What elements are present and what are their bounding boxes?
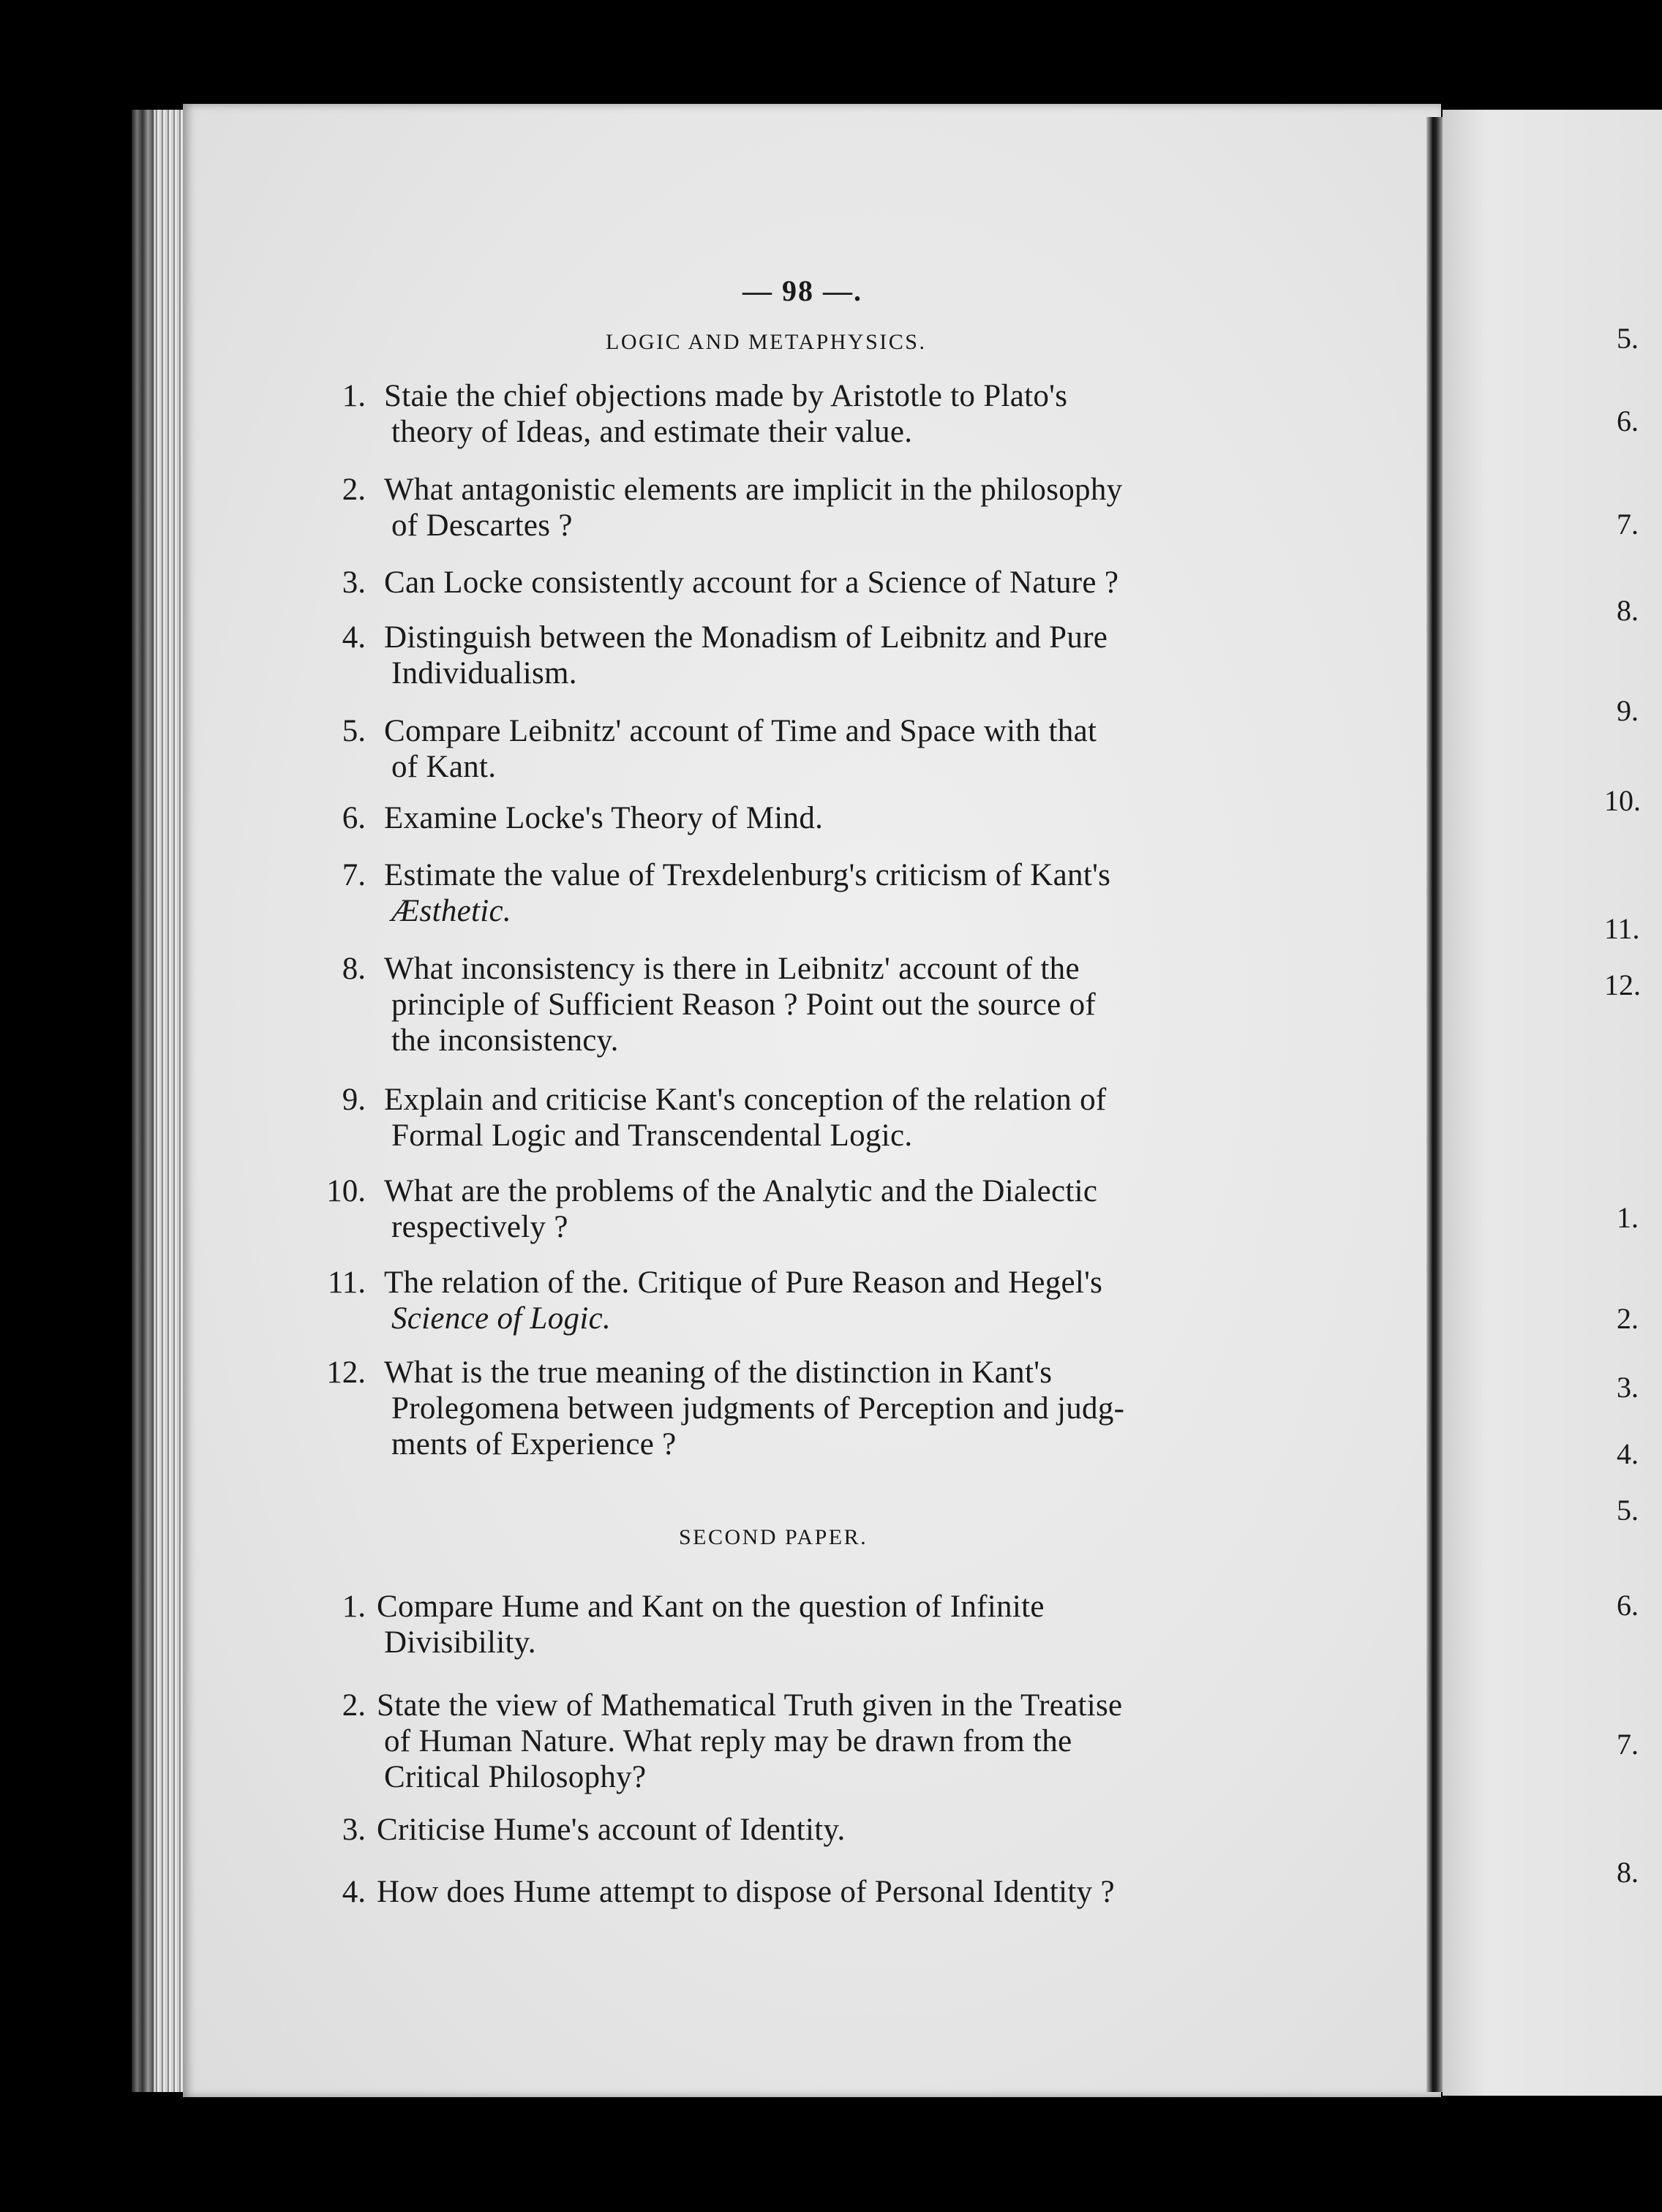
- question-line: Can Locke consistently account for a Science of Nature ?: [384, 565, 1119, 600]
- question-text: [384, 567, 1118, 603]
- question-number: 4.: [342, 1875, 366, 1909]
- question-line: Formal Logic and Transcendental Logic.: [391, 1118, 913, 1153]
- question-line: Distinguish between the Monadism of Leibnitz and Pure: [384, 620, 1108, 655]
- question-number: 4.: [342, 620, 366, 655]
- question-line: Critical Philosophy?: [384, 1760, 647, 1794]
- question-number: 5.: [342, 714, 366, 748]
- question-line: the inconsistency.: [391, 1023, 619, 1058]
- question-number: 2.: [342, 473, 366, 507]
- question-text: [384, 715, 1097, 787]
- right-page-number: 3.: [1617, 1371, 1639, 1404]
- question-text: [384, 1267, 1102, 1339]
- right-page-number: 7.: [1617, 1728, 1639, 1761]
- right-page-number: 9.: [1617, 694, 1639, 727]
- book-spine-gutter: [1426, 117, 1443, 2092]
- right-page-number: 5.: [1617, 1494, 1639, 1527]
- right-page-number: 1.: [1617, 1201, 1639, 1234]
- question-number: 1.: [342, 1590, 366, 1624]
- question-line: State the view of Mathematical Truth given in the Treatise: [377, 1688, 1123, 1723]
- question-line: Science of Logic.: [391, 1301, 612, 1336]
- question-line: Divisibility.: [384, 1625, 536, 1660]
- question-line: Individualism.: [391, 656, 577, 691]
- question-line: The relation of the. Critique of Pure Reason and Hegel's: [384, 1265, 1103, 1300]
- question-line: What is the true meaning of the distinction in Kant's: [384, 1355, 1053, 1390]
- question-line: theory of Ideas, and estimate their value.: [391, 415, 913, 449]
- section-heading-second-paper: SECOND PAPER.: [679, 1525, 868, 1549]
- right-page-number: 7.: [1617, 508, 1639, 541]
- right-page-number: 2.: [1617, 1302, 1639, 1335]
- book-cover-edge: [132, 110, 154, 2092]
- page-number: — 98 —.: [742, 274, 862, 307]
- question-line: What antagonistic elements are implicit in the philosophy: [384, 473, 1123, 507]
- question-line: Explain and criticise Kant's conception of the relation of: [384, 1083, 1107, 1117]
- question-number: 2.: [342, 1688, 366, 1723]
- question-number: 3.: [342, 1813, 366, 1847]
- right-page-number: 5.: [1617, 322, 1639, 355]
- question-number: 9.: [342, 1083, 366, 1117]
- question-line: ments of Experience ?: [391, 1427, 677, 1462]
- question-number: 6.: [342, 801, 366, 835]
- question-number: 7.: [342, 858, 366, 892]
- right-page-number: 4.: [1617, 1437, 1639, 1470]
- question-line: of Descartes ?: [391, 508, 573, 543]
- question-line: of Human Nature. What reply may be drawn from the: [384, 1724, 1072, 1758]
- question-line: What are the problems of the Analytic and the Dialectic: [384, 1174, 1098, 1208]
- question-text: [384, 474, 1122, 546]
- question-line: of Kant.: [391, 750, 497, 784]
- right-page-number: 12.: [1604, 968, 1641, 1001]
- question-text: [384, 802, 823, 838]
- question-line: Compare Hume and Kant on the question of Infinite: [377, 1590, 1045, 1624]
- question-text: [384, 622, 1108, 693]
- question-text: [377, 1591, 1045, 1663]
- question-line: Staie the chief objections made by Aristotle to Plato's: [384, 379, 1068, 413]
- question-line: Æsthetic.: [391, 894, 511, 928]
- question-line: Compare Leibnitz' account of Time and Space with that: [384, 714, 1097, 748]
- question-line: Criticise Hume's account of Identity.: [377, 1813, 846, 1847]
- question-number: 8.: [342, 952, 366, 986]
- question-line: What inconsistency is there in Leibnitz' account of the: [384, 952, 1080, 986]
- question-line: Examine Locke's Theory of Mind.: [384, 801, 824, 835]
- right-page-number: 8.: [1617, 1856, 1639, 1889]
- right-page-number: 11.: [1604, 912, 1640, 945]
- question-text: [377, 1814, 846, 1850]
- question-line: How does Hume attempt to dispose of Personal Identity ?: [377, 1875, 1115, 1909]
- question-number: 3.: [342, 565, 366, 600]
- question-text: [384, 1175, 1097, 1247]
- question-line: principle of Sufficient Reason ? Point out the source of: [391, 988, 1096, 1022]
- right-page-number: 6.: [1617, 405, 1639, 437]
- question-text: [384, 1084, 1107, 1156]
- question-line: Prolegomena between judgments of Perception and judg-: [391, 1391, 1125, 1426]
- right-page-number: 6.: [1617, 1589, 1639, 1622]
- section-heading: LOGIC AND METAPHYSICS.: [606, 330, 927, 354]
- question-number: 1.: [342, 379, 366, 413]
- question-line: respectively ?: [391, 1210, 568, 1244]
- question-number: 12.: [326, 1355, 366, 1390]
- question-text: [384, 380, 1067, 452]
- question-text: [384, 953, 1096, 1061]
- question-text: [384, 859, 1110, 931]
- question-number: 11.: [327, 1265, 366, 1300]
- question-text: [377, 1690, 1122, 1797]
- question-number: 10.: [326, 1174, 366, 1208]
- right-page-number: 10.: [1604, 784, 1641, 817]
- question-line: Estimate the value of Trexdelenburg's criticism of Kant's: [384, 858, 1111, 892]
- page-stack-edge: [154, 110, 183, 2092]
- question-text: [384, 1357, 1124, 1464]
- right-page-number: 8.: [1617, 594, 1639, 627]
- question-text: [377, 1876, 1115, 1912]
